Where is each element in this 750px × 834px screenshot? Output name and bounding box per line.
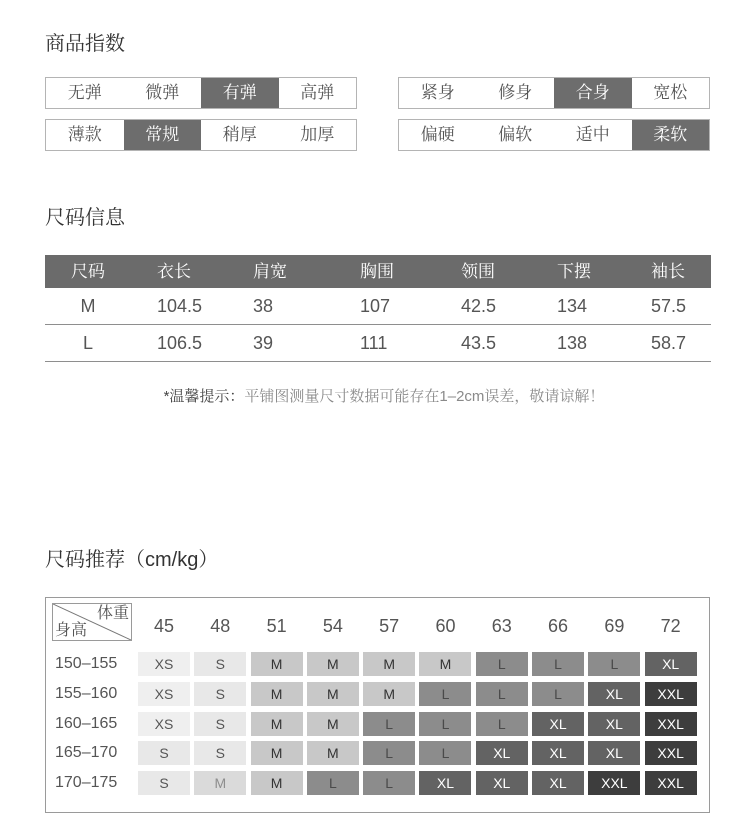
size-cell: XL xyxy=(532,712,584,736)
size-cell: M xyxy=(251,771,303,795)
size-cell: L xyxy=(419,682,471,706)
thickness-index xyxy=(45,119,357,151)
size-cell: M xyxy=(307,741,359,765)
size-cell: XXL xyxy=(645,682,697,706)
weight-header-row xyxy=(46,614,697,638)
measurement-value: 138 xyxy=(557,333,588,353)
size-cell: L xyxy=(419,741,471,765)
weight-header: 48 xyxy=(210,616,231,636)
thickness-option: 薄款 xyxy=(67,125,102,144)
size-cell: XL xyxy=(532,771,584,795)
size-cell: L xyxy=(363,771,415,795)
note-prefix: *温馨提示： xyxy=(163,388,245,405)
size-cell: M xyxy=(307,712,359,736)
softness-index xyxy=(398,119,710,151)
size-cell: XL xyxy=(645,652,697,676)
softness-option: 柔软 xyxy=(632,120,710,150)
height-row xyxy=(46,712,697,736)
table-header-row xyxy=(45,255,711,288)
size-cell: L xyxy=(532,682,584,706)
size-cell: XXL xyxy=(645,771,697,795)
size-cell: XL xyxy=(532,741,584,765)
recommendation-grid xyxy=(46,652,697,795)
height-row xyxy=(46,741,697,765)
elasticity-option: 微弹 xyxy=(145,83,180,102)
table-row xyxy=(45,325,711,362)
elasticity-index xyxy=(45,77,357,109)
fit-option: 宽松 xyxy=(653,83,688,102)
size-cell: L xyxy=(307,771,359,795)
product-index-title: 商品指数 xyxy=(45,33,125,55)
size-recommendation-table xyxy=(45,597,710,813)
fit-option: 合身 xyxy=(554,78,632,108)
weight-axis-label: 体重 xyxy=(96,605,129,622)
table-row xyxy=(45,288,711,325)
size-cell: M xyxy=(251,682,303,706)
size-cell: L xyxy=(363,741,415,765)
measurement-value: 107 xyxy=(360,296,391,316)
size-cell: M xyxy=(251,652,303,676)
weight-header: 57 xyxy=(379,616,400,636)
size-label: M xyxy=(80,296,96,316)
size-cell: XS xyxy=(138,712,190,736)
size-cell: M xyxy=(307,652,359,676)
size-cell: S xyxy=(194,682,246,706)
measurement-value: 57.5 xyxy=(651,296,687,316)
elasticity-option: 高弹 xyxy=(300,83,335,102)
size-cell: XL xyxy=(419,771,471,795)
measurement-value: 106.5 xyxy=(157,333,203,353)
fit-option: 修身 xyxy=(498,83,533,102)
size-cell: L xyxy=(476,712,528,736)
spacer xyxy=(46,614,134,638)
column-header: 胸围 xyxy=(360,262,394,281)
measurement-value: 39 xyxy=(253,333,274,353)
note-text: 平铺图测量尺寸数据可能存在1–2cm误差，敬请谅解！ xyxy=(244,388,605,405)
softness-option: 偏硬 xyxy=(420,125,455,144)
height-axis-label: 身高 xyxy=(55,622,88,639)
weight-header: 45 xyxy=(153,616,174,636)
thickness-option: 加厚 xyxy=(300,125,335,144)
height-row xyxy=(46,682,697,706)
thickness-option: 稍厚 xyxy=(222,125,257,144)
softness-option: 适中 xyxy=(575,125,610,144)
size-info-title: 尺码信息 xyxy=(45,207,125,229)
column-header: 衣长 xyxy=(157,262,191,281)
height-label: 150–155 xyxy=(55,655,118,672)
measurement-value: 43.5 xyxy=(461,333,497,353)
size-cell: XL xyxy=(588,741,640,765)
height-row xyxy=(46,652,697,676)
height-row xyxy=(46,771,697,795)
size-cell: XL xyxy=(476,771,528,795)
size-cell: L xyxy=(363,712,415,736)
weight-header: 72 xyxy=(660,616,681,636)
size-cell: XS xyxy=(138,682,190,706)
height-label: 170–175 xyxy=(55,774,118,791)
column-header: 尺码 xyxy=(71,262,105,281)
measurement-value: 111 xyxy=(360,333,388,353)
size-cell: M xyxy=(194,771,246,795)
size-cell: S xyxy=(194,741,246,765)
fit-index xyxy=(398,77,710,109)
softness-option: 偏软 xyxy=(498,125,533,144)
weight-header: 54 xyxy=(322,616,343,636)
size-cell: S xyxy=(138,741,190,765)
elasticity-option: 无弹 xyxy=(67,83,102,102)
thickness-option: 常规 xyxy=(124,120,202,150)
size-info-table xyxy=(45,255,711,362)
column-header: 领围 xyxy=(461,262,495,281)
size-cell: M xyxy=(363,682,415,706)
size-cell: XXL xyxy=(645,712,697,736)
size-label: L xyxy=(82,333,93,353)
size-cell: L xyxy=(476,652,528,676)
size-cell: M xyxy=(251,712,303,736)
size-cell: S xyxy=(194,652,246,676)
measurement-note xyxy=(45,387,723,407)
size-cell: L xyxy=(588,652,640,676)
size-cell: L xyxy=(419,712,471,736)
weight-header: 60 xyxy=(435,616,456,636)
column-header: 肩宽 xyxy=(253,262,287,281)
size-cell: XXL xyxy=(645,741,697,765)
measurement-value: 104.5 xyxy=(157,296,203,316)
height-label: 155–160 xyxy=(55,684,118,702)
size-cell: M xyxy=(307,682,359,706)
size-cell: XL xyxy=(588,712,640,736)
elasticity-option: 有弹 xyxy=(201,78,279,108)
measurement-value: 38 xyxy=(253,296,274,316)
height-label: 165–170 xyxy=(55,744,118,762)
size-cell: M xyxy=(363,652,415,676)
size-cell: XL xyxy=(588,682,640,706)
weight-header: 51 xyxy=(266,616,287,636)
weight-header: 63 xyxy=(491,616,512,636)
height-label: 160–165 xyxy=(55,714,118,732)
fit-option: 紧身 xyxy=(420,83,455,102)
size-cell: M xyxy=(251,741,303,765)
size-cell: XS xyxy=(138,652,190,676)
size-recommendation-title: 尺码推荐（cm/kg） xyxy=(45,549,219,571)
size-cell: S xyxy=(194,712,246,736)
measurement-value: 58.7 xyxy=(651,333,687,353)
size-cell: XL xyxy=(476,741,528,765)
size-cell: L xyxy=(532,652,584,676)
size-cell: S xyxy=(138,771,190,795)
weight-header: 66 xyxy=(548,616,569,636)
column-header: 袖长 xyxy=(651,262,685,281)
measurement-value: 134 xyxy=(557,296,588,316)
weight-header: 69 xyxy=(604,616,625,636)
column-header: 下摆 xyxy=(557,262,591,281)
size-cell: XXL xyxy=(588,771,640,795)
measurement-value: 42.5 xyxy=(461,296,497,316)
size-cell: M xyxy=(419,652,471,676)
size-cell: L xyxy=(476,682,528,706)
